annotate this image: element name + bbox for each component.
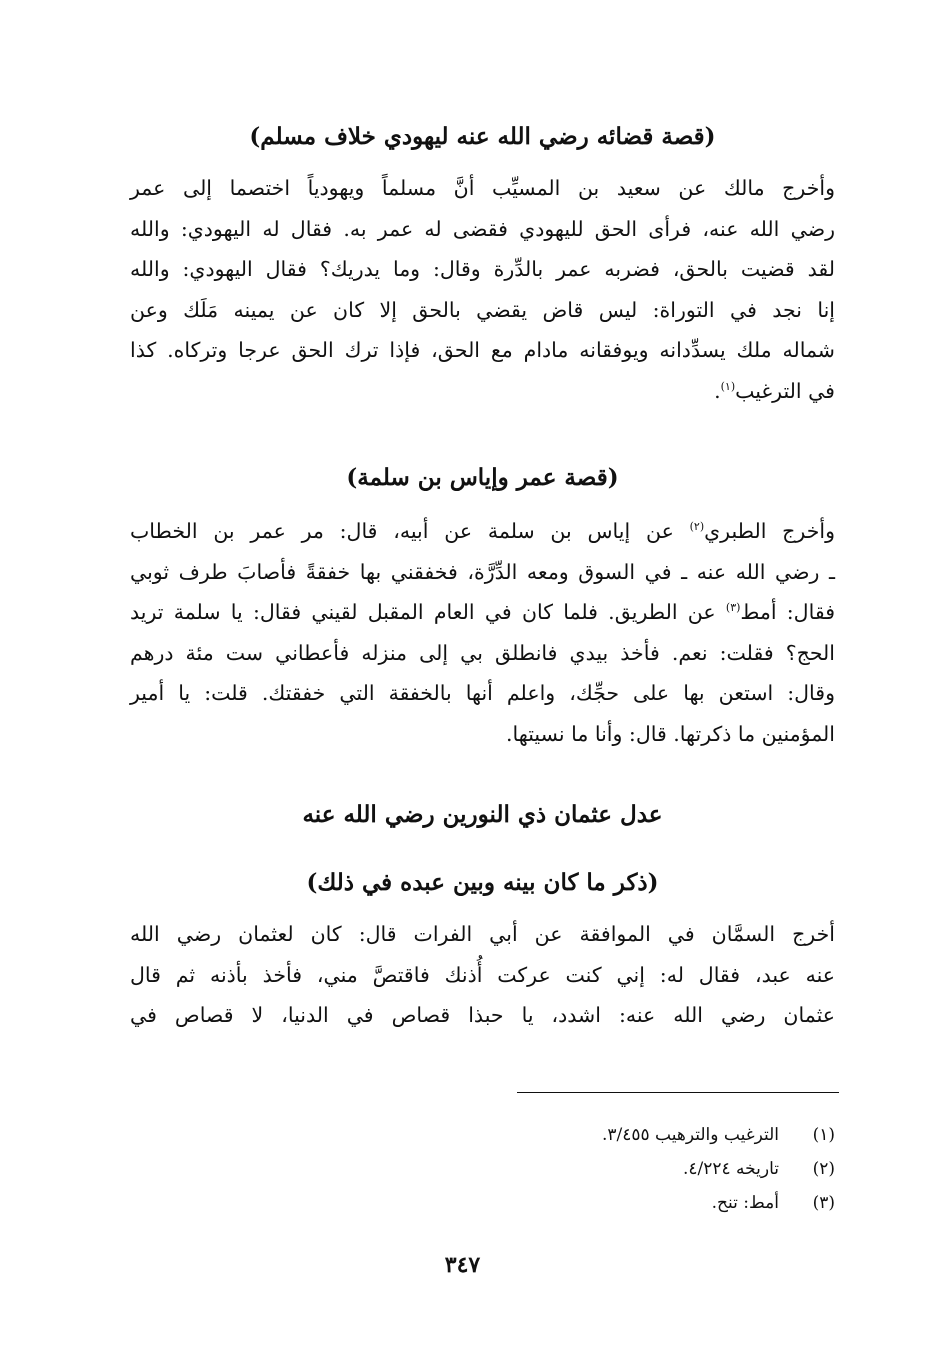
chapter-title-uthman: عدل عثمان ذي النورين رضي الله عنه bbox=[302, 801, 663, 828]
footnote-item bbox=[380, 1186, 835, 1220]
text-line: عنه عبد، فقال له: إني كنت عركت أُذنك فاقتصَّ مني، فأخذ بأذنه ثم قال bbox=[130, 962, 835, 987]
section-title-uthman-slave: (ذكر ما كان بينه وبين عبده في ذلك) bbox=[306, 869, 659, 896]
paragraph-umar-iyas bbox=[130, 511, 835, 754]
footnotes bbox=[380, 1118, 835, 1220]
page-number: ٣٤٧ bbox=[444, 1252, 481, 1278]
text-line: عثمان رضي الله عنه: اشدد، يا حبذا قصاص في الدنيا، لا قصاص في bbox=[130, 1003, 835, 1027]
line-text: في الترغيب bbox=[735, 378, 835, 403]
text-line: رضي الله عنه، فرأى الحق لليهودي فقضى له عمر به. فقال له اليهودي: والله bbox=[130, 216, 835, 241]
footnote-text: تاريخه ٤/٢٢٤. bbox=[682, 1159, 779, 1179]
text-line: وأخرج مالك عن سعيد بن المسيِّب أنَّ مسلماً ويهودياً اختصما إلى عمر bbox=[130, 176, 835, 200]
section-title-umar-iyas: (قصة عمر وإياس بن سلمة) bbox=[346, 464, 619, 491]
text-line bbox=[130, 371, 835, 412]
footnote-number: (٢) bbox=[812, 1159, 835, 1179]
line-text: عن الطريق. فلما كان في العام المقبل لقيني فقال: يا سلمة تريد bbox=[130, 600, 726, 624]
text-line: إنا نجد في التوراة: ليس قاض يقضي بالحق إلا كان عن يمينه مَلَك وعن bbox=[130, 297, 835, 322]
text-line: وقال: استعن بها على حجِّك، واعلم أنها بالخفقة التي خفقتك. قلت: يا أمير bbox=[130, 681, 835, 705]
footnote-divider bbox=[517, 1092, 839, 1093]
line-text: عن إياس بن سلمة عن أبيه، قال: مر عمر بن الخطاب bbox=[130, 519, 690, 543]
paragraph-judgment-jew bbox=[130, 168, 835, 411]
section-title-judgment-jew: (قصة قضائه رضي الله عنه ليهودي خلاف مسلم) bbox=[249, 123, 716, 150]
footnote-item bbox=[380, 1118, 835, 1152]
footnote-number: (٣) bbox=[812, 1193, 835, 1213]
text-line bbox=[130, 511, 835, 552]
text-line: شماله ملك يسدِّدانه ويوفقانه مادام مع الحق، فإذا ترك الحق عرجا وتركاه. كذا bbox=[130, 338, 835, 362]
text-line: أخرج السمَّان في الموافقة عن أبي الفرات قال: كان لعثمان رضي الله bbox=[130, 922, 835, 946]
footnote-item bbox=[380, 1152, 835, 1186]
text-line: الحج؟ فقلت: نعم. فأخذ بيدي فانطلق بي إلى منزله فأعطاني ست مئة درهم bbox=[130, 640, 835, 665]
line-text: وأخرج الطبري bbox=[704, 519, 835, 543]
footnote-text: الترغيب والترهيب ٣/٤٥٥. bbox=[601, 1125, 779, 1145]
footnote-marker: (٢) bbox=[689, 520, 705, 534]
footnote-marker: (٣) bbox=[725, 601, 741, 615]
footnote-marker: (١) bbox=[720, 379, 736, 393]
text-line: المؤمنين ما ذكرتها. قال: وأنا ما نسيتها. bbox=[506, 721, 835, 746]
text-line bbox=[130, 592, 835, 633]
footnote-text: أمط: تنح. bbox=[711, 1193, 779, 1213]
line-tail: . bbox=[714, 378, 721, 403]
paragraph-uthman-slave bbox=[130, 914, 835, 1036]
text-line: ـ رضي الله عنه ـ في السوق ومعه الدِّرَّة، فخفقني بها خفقةً فأصابَ طرف ثوبي bbox=[130, 559, 835, 584]
line-text: فقال: أمط bbox=[740, 600, 835, 624]
text-line: لقد قضيت بالحق، فضربه عمر بالدِّرة وقال: وما يدريك؟ فقال اليهودي: والله bbox=[130, 257, 835, 281]
footnote-number: (١) bbox=[812, 1125, 835, 1145]
